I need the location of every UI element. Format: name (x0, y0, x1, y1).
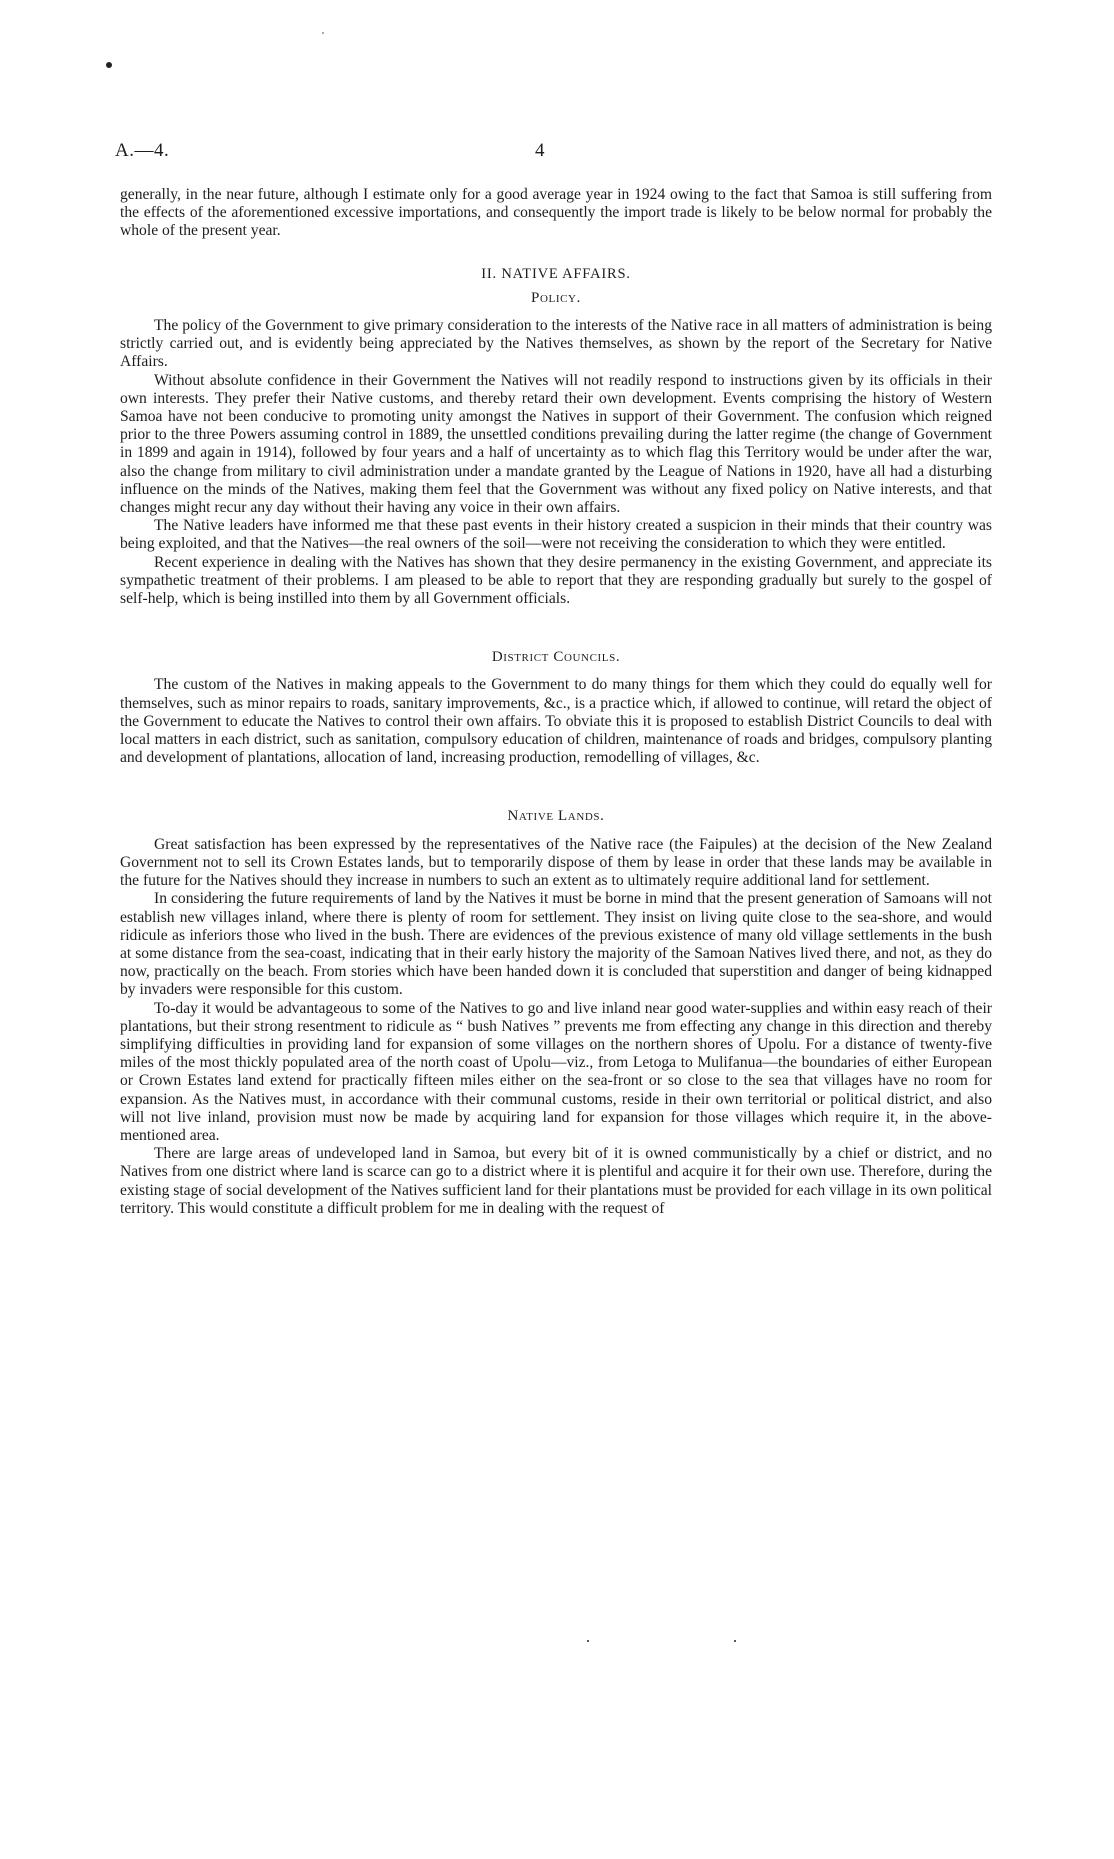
document-reference: A.—4. (115, 140, 170, 161)
native-lands-heading: Native Lands. (507, 808, 605, 825)
section-heading: II. NATIVE AFFAIRS. (481, 265, 631, 282)
page-number: 4 (535, 140, 545, 161)
native-lands-paragraph: In considering the future requirements of land by the Natives it must be borne in mind that the present generation of Samoans will not establish new villages inland, where there is plenty of room for settlement. They insist on living quite close to the sea-shore, and would ridicule as inferiors those who lived in the bush. There are evidences of the previous existence of many old village settlements in the bush at some distance from the sea-coast, indicating that in their early history the majority of the Samoan Natives lived there, and not, as they do now, practically on the beach. From stories which have been handed down it is concluded that superstition and danger of being kidnapped by invaders were responsible for this custom. (120, 890, 992, 999)
policy-paragraph: Recent experience in dealing with the Natives has shown that they desire permanency in the existing Government, and appreciate its sympathetic treatment of their problems. I am pleased to be able to report that they are responding gradually but surely to the gospel of self-help, which is being instilled into them by all Government officials. (120, 553, 992, 608)
policy-paragraph: Without absolute confidence in their Government the Natives will not readily respond to instructions given by its officials in their own interests. They prefer their Native customs, and thereby retard their own development. Events comprising the history of Western Samoa have not been conducive to promoting unity amongst the Natives in support of their Government. The confusion which reigned prior to the three Powers assuming control in 1889, the unsettled conditions prevailing during the latter regime (the change of Government in 1899 and again in 1914), followed by four years and a half of uncertainty as to which flag this Territory would be under after the war, also the change from military to civil administration under a mandate granted by the League of Nations in 1920, have all had a disturbing influence on the minds of the Natives, making them feel that the Government was without any fixed policy on Native interests, and that changes might recur any day without their having any voice in their own affairs. (120, 371, 992, 517)
policy-heading: Policy. (531, 289, 581, 306)
ink-speck (106, 62, 112, 68)
native-lands-paragraph: To-day it would be advantageous to some of the Natives to go and live inland near good water-supplies and within easy reach of their plantations, but their strong resentment to ridicule as “ bush Natives ” prevents me from effecting any change in this direction and thereby simplifying difficulties in providing land for expansion of some villages on the northern shores of Upolu. For a distance of twenty-five miles of the most thickly populated area of the north coast of Upolu—viz., from Letoga to Mulifanua—the boundaries of either European or Crown Estates land extend for practically fifteen miles either on the sea-front or so close to the sea that villages have no room for expansion. As the Natives must, in accordance with their communal customs, reside in their own territorial or political district, and also will not live inland, provision must now be made by acquiring land for expansion for those villages which require it, in the above-mentioned area. (120, 999, 992, 1144)
district-councils-paragraph: The custom of the Natives in making appeals to the Government to do many things for them which they could do equally well for themselves, such as minor repairs to roads, sanitary improvements, &c., is a practice which, if allowed to continue, will retard the object of the Government to educate the Natives to control their own affairs. To obviate this it is proposed to establish District Councils to deal with local matters in each district, such as sanitation, compulsory education of children, maintenance of roads and bridges, compulsory planting and development of plantations, allocation of land, increasing production, remodelling of villages, &c. (120, 676, 992, 767)
native-lands-paragraph: There are large areas of undeveloped land in Samoa, but every bit of it is owned communistically by a chief or district, and no Natives from one district where land is scarce can go to a district where it is plentiful and acquire it for their own use. Therefore, during the existing stage of social development of the Natives sufficient land for their plantations must be provided for each village in its own political territory. This would constitute a difficult problem for me in dealing with the request of (120, 1145, 992, 1217)
intro-paragraph: generally, in the near future, although I estimate only for a good average year in 1924 owing to the fact that Samoa is still suffering from the effects of the aforementioned excessive importations, and consequently the import trade is likely to be below normal for probably the whole of the present year. (120, 186, 992, 240)
policy-paragraph: The Native leaders have informed me that these past events in their history created a suspicion in their minds that their country was being exploited, and that the Natives—the real owners of the soil—were not receiving the consideration to which they were entitled. (120, 517, 992, 553)
body-text (120, 186, 992, 1218)
ink-speck (734, 1640, 736, 1642)
page-header (115, 140, 995, 166)
policy-paragraph: The policy of the Government to give primary consideration to the interests of the Native race in all matters of administration is being strictly carried out, and is evidently being appreciated by the Natives themselves, as shown by the report of the Secretary for Native Affairs. (120, 317, 992, 371)
district-councils-heading: District Councils. (491, 649, 621, 666)
ink-speck (322, 32, 324, 34)
native-lands-paragraph: Great satisfaction has been expressed by the representatives of the Native race (the Faipules) at the decision of the New Zealand Government not to sell its Crown Estates lands, but to temporarily dispose of them by lease in order that these lands may be available in the future for the Natives should they increase in numbers to such an extent as to ultimately require additional land for settlement. (120, 835, 992, 890)
ink-speck (587, 1640, 589, 1642)
